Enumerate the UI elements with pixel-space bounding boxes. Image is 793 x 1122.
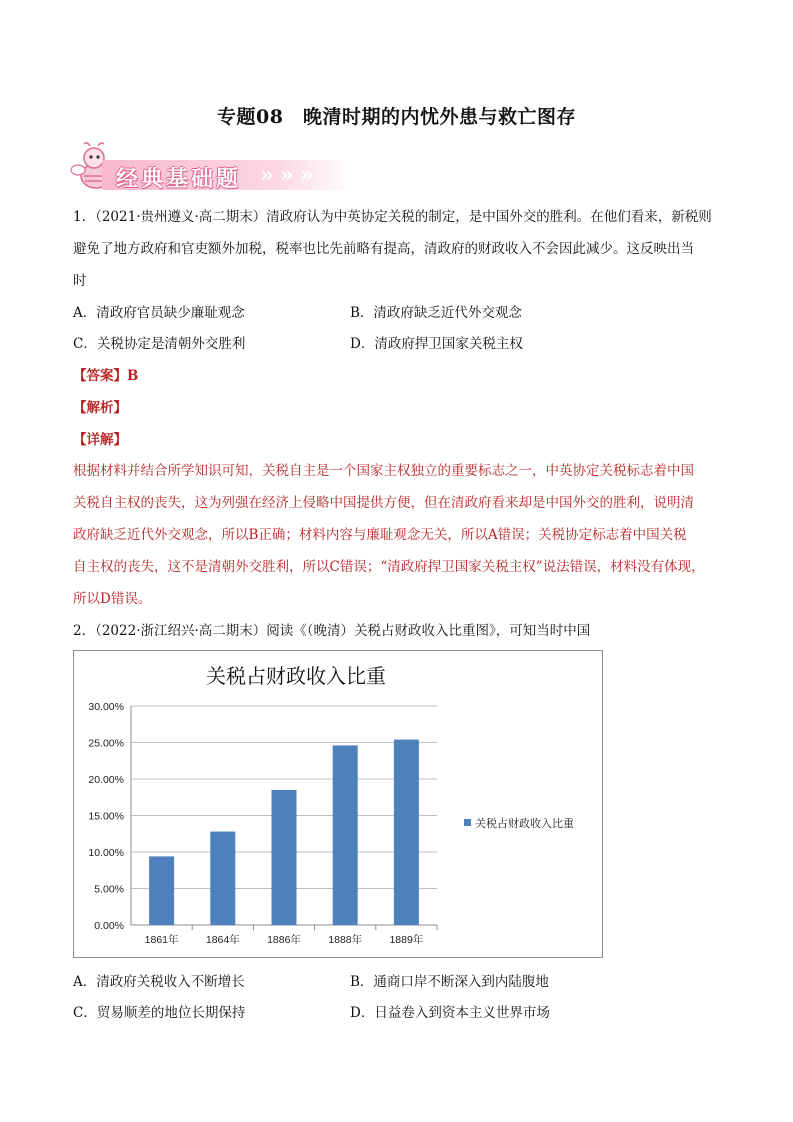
x-tick-label: 1861年 [144,934,179,946]
x-tick-label: 1886年 [267,934,301,946]
chart-bar [394,740,419,925]
q2-option-c: C．贸易顺差的地位长期保持 [73,1005,246,1021]
tariff-ratio-chart [73,650,603,958]
chart-bar [333,745,358,925]
q1-stem-line: 1．（2021·贵州遵义·高二期末）清政府认为中英协定关税的制定，是中国外交的胜利。在他们看来，新税则 [73,209,712,225]
y-tick-label: 0.00% [94,920,124,932]
q1-detail-line: 政府缺乏近代外交观念，所以B正确；材料内容与廉耻观念无关，所以A错误；关税协定标志着中国关税 [73,527,687,543]
q1-detail-line: 关税自主权的丧失，这为列强在经济上侵略中国提供方便，但在清政府看来却是中国外交的胜利，说明清 [73,495,694,511]
q1-stem-line: 时 [73,273,87,289]
y-tick-label: 5.00% [94,883,124,896]
chart-bar [149,856,174,925]
q1-option-b: B．清政府缺乏近代外交观念 [350,305,522,321]
legend-swatch [464,819,471,826]
section-banner [70,142,330,196]
y-tick-label: 10.00% [88,847,124,859]
x-tick-label: 1888年 [328,934,363,946]
chevron-right-icon: » [260,162,274,188]
q1-stem [73,201,723,297]
chart-bar [210,832,235,925]
q1-analysis-label: 【解析】 [73,400,127,416]
chevron-right-icon: » [280,162,294,188]
q1-detail-label: 【详解】 [73,432,127,448]
q1-detail [73,455,723,615]
x-tick-label: 1864年 [205,934,240,946]
q2-option-b: B．通商口岸不断深入到内陆腹地 [350,974,549,990]
q1-option-a: A．清政府官员缺少廉耻观念 [73,305,245,321]
x-tick-label: 1889年 [389,934,424,946]
q2-option-d: D．日益卷入到资本主义世界市场 [350,1005,550,1021]
legend-label: 关税占财政收入比重 [475,818,574,830]
y-tick-label: 25.00% [88,737,124,750]
section-label: 经典基础题 [116,166,242,192]
y-tick-label: 30.00% [88,701,124,713]
chevron-right-icon: » [300,162,314,188]
q1-option-c: C．关税协定是清朝外交胜利 [73,336,246,352]
answer-label: 【答案】 [73,368,127,384]
page-title: 专题08 晚清时期的内忧外患与救亡图存 [217,106,576,128]
answer-value: B [127,368,139,384]
q2-option-a: A．清政府关税收入不断增长 [73,974,245,990]
q1-answer [73,366,138,386]
q1-stem-line: 避免了地方政府和官吏额外加税，税率也比先前略有提高，清政府的财政收入不会因此减少。这反映出当 [73,241,694,257]
y-tick-label: 20.00% [88,774,124,786]
q2-stem: 2．（2022·浙江绍兴·高二期末）阅读《（晚清）关税占财政收入比重图》，可知当时中国 [73,623,591,639]
q1-detail-line: 所以D错误。 [73,591,152,607]
q1-option-d: D．清政府捍卫国家关税主权 [350,336,523,352]
y-tick-label: 15.00% [88,810,124,823]
q1-detail-line: 自主权的丧失，这不是清朝外交胜利，所以C错误；“清政府捍卫国家关税主权”说法错误，材料没有体现， [73,559,705,575]
chart-title: 关税占财政收入比重 [206,666,386,688]
chart-canvas [74,651,602,957]
chart-bar [272,790,297,925]
q1-detail-line: 根据材料并结合所学知识可知，关税自主是一个国家主权独立的重要标志之一，中英协定关税标志着中国 [73,463,694,479]
